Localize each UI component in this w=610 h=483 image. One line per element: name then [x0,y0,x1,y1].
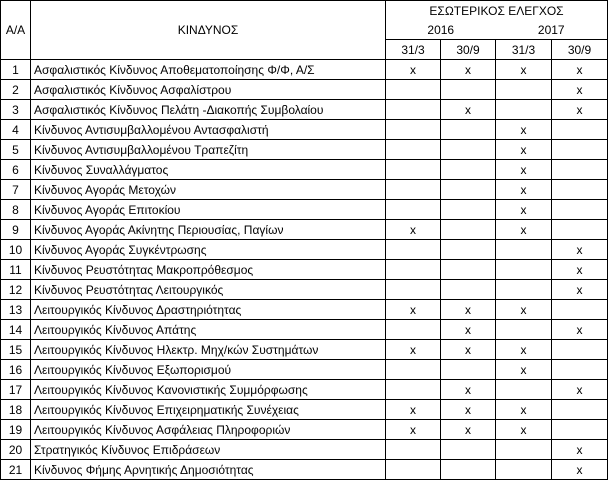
row-number: 6 [1,160,31,180]
audit-mark-3: x [496,400,552,420]
audit-mark-1 [386,120,441,140]
row-number: 10 [1,240,31,260]
header-date-1: 31/3 [386,40,441,60]
audit-mark-2: x [441,340,496,360]
audit-mark-4: x [552,260,608,280]
table-row [1,340,608,360]
audit-mark-3 [496,320,552,340]
audit-mark-3 [496,280,552,300]
risk-name: Κίνδυνος Συναλλάγματος [31,160,386,180]
row-number: 18 [1,400,31,420]
table-row [1,100,608,120]
audit-mark-2 [441,220,496,240]
table-row [1,380,608,400]
row-number: 9 [1,220,31,240]
audit-mark-3: x [496,200,552,220]
audit-mark-1 [386,160,441,180]
row-number: 4 [1,120,31,140]
row-number: 12 [1,280,31,300]
audit-mark-2 [441,120,496,140]
risk-name: Κίνδυνος Αγοράς Συγκέντρωσης [31,240,386,260]
audit-mark-4 [552,360,608,380]
audit-mark-3 [496,240,552,260]
audit-mark-4: x [552,240,608,260]
header-year-2016: 2016 [386,20,496,40]
audit-mark-3: x [496,120,552,140]
audit-mark-3: x [496,180,552,200]
row-number: 21 [1,460,31,480]
audit-mark-2 [441,180,496,200]
audit-mark-2 [441,200,496,220]
risk-name: Κίνδυνος Ρευστότητας Μακροπρόθεσμος [31,260,386,280]
header-date-2: 30/9 [441,40,496,60]
row-number: 8 [1,200,31,220]
audit-mark-2 [441,80,496,100]
audit-mark-3 [496,80,552,100]
audit-mark-2: x [441,380,496,400]
row-number: 14 [1,320,31,340]
audit-mark-1 [386,320,441,340]
audit-mark-3: x [496,340,552,360]
risk-name: Στρατηγικός Κίνδυνος Επιδράσεων [31,440,386,460]
audit-mark-4: x [552,460,608,480]
header-date-4: 30/9 [552,40,608,60]
table-row [1,440,608,460]
audit-mark-2: x [441,100,496,120]
risk-name: Κίνδυνος Αγοράς Ακίνητης Περιουσίας, Παγίων [31,220,386,240]
audit-mark-2: x [441,420,496,440]
risk-name: Ασφαλιστικός Κίνδυνος Πελάτη -Διακοπής Συμβολαίου [31,100,386,120]
audit-mark-1: x [386,300,441,320]
audit-mark-2: x [441,60,496,80]
table-row [1,120,608,140]
audit-mark-1 [386,440,441,460]
audit-mark-2: x [441,320,496,340]
audit-mark-1 [386,260,441,280]
row-number: 20 [1,440,31,460]
header-date-3: 31/3 [496,40,552,60]
table-row [1,80,608,100]
audit-mark-3: x [496,140,552,160]
audit-mark-1 [386,360,441,380]
audit-mark-1 [386,100,441,120]
audit-mark-1 [386,280,441,300]
audit-mark-4: x [552,440,608,460]
audit-mark-4 [552,420,608,440]
audit-mark-1: x [386,400,441,420]
risk-name: Ασφαλιστικός Κίνδυνος Αποθεματοποίησης Φ/Φ, Α/Σ [31,60,386,80]
header-year-2017: 2017 [496,20,608,40]
audit-mark-2 [441,240,496,260]
table-body [1,1,608,480]
row-number: 19 [1,420,31,440]
table-row [1,460,608,480]
audit-mark-4 [552,140,608,160]
table-row [1,200,608,220]
audit-mark-2 [441,140,496,160]
row-number: 2 [1,80,31,100]
audit-mark-3: x [496,420,552,440]
audit-mark-4 [552,120,608,140]
table-row [1,60,608,80]
header-risk: ΚΙΝΔΥΝΟΣ [31,1,386,60]
audit-mark-1: x [386,340,441,360]
audit-mark-3 [496,440,552,460]
audit-mark-2 [441,260,496,280]
audit-mark-4: x [552,320,608,340]
audit-mark-1: x [386,220,441,240]
risk-name: Λειτουργικός Κίνδυνος Ασφάλειας Πληροφοριών [31,420,386,440]
audit-mark-2 [441,460,496,480]
audit-mark-4: x [552,80,608,100]
audit-mark-1: x [386,60,441,80]
audit-mark-3 [496,260,552,280]
row-number: 3 [1,100,31,120]
table-row [1,160,608,180]
table-row [1,280,608,300]
risk-name: Λειτουργικός Κίνδυνος Επιχειρηματικής Συνέχειας [31,400,386,420]
risk-name: Κίνδυνος Ρευστότητας Λειτουργικός [31,280,386,300]
audit-mark-2: x [441,400,496,420]
risk-name: Λειτουργικός Κίνδυνος Ηλεκτρ. Μηχ/κών Συστημάτων [31,340,386,360]
audit-mark-3 [496,100,552,120]
audit-mark-1 [386,380,441,400]
risk-name: Κίνδυνος Αγοράς Επιτοκίου [31,200,386,220]
table-row [1,400,608,420]
audit-mark-2 [441,440,496,460]
header-row-1 [1,1,608,21]
audit-mark-1 [386,460,441,480]
risk-name: Κίνδυνος Αντισυμβαλλομένου Αντασφαλιστή [31,120,386,140]
row-number: 11 [1,260,31,280]
audit-mark-4: x [552,280,608,300]
audit-mark-3: x [496,220,552,240]
audit-mark-4: x [552,60,608,80]
audit-mark-4: x [552,100,608,120]
row-number: 17 [1,380,31,400]
risk-name: Λειτουργικός Κίνδυνος Κανονιστικής Συμμόρφωσης [31,380,386,400]
audit-mark-3: x [496,60,552,80]
row-number: 5 [1,140,31,160]
audit-mark-4 [552,220,608,240]
audit-mark-4 [552,340,608,360]
table-row [1,180,608,200]
audit-mark-4 [552,300,608,320]
audit-mark-2 [441,160,496,180]
risk-name: Λειτουργικός Κίνδυνος Δραστηριότητας [31,300,386,320]
audit-mark-4: x [552,380,608,400]
audit-mark-4 [552,160,608,180]
table-row [1,140,608,160]
audit-mark-1 [386,140,441,160]
audit-mark-2 [441,280,496,300]
row-number: 16 [1,360,31,380]
audit-mark-1: x [386,420,441,440]
risk-name: Ασφαλιστικός Κίνδυνος Ασφαλίστρου [31,80,386,100]
audit-mark-3: x [496,160,552,180]
table-row [1,240,608,260]
header-internal-audit: ΕΣΩΤΕΡΙΚΟΣ ΕΛΕΓΧΟΣ [386,1,608,21]
row-number: 1 [1,60,31,80]
audit-mark-4 [552,200,608,220]
audit-mark-4 [552,400,608,420]
audit-mark-4 [552,180,608,200]
table-row [1,220,608,240]
audit-mark-3: x [496,360,552,380]
audit-mark-1 [386,180,441,200]
table-row [1,420,608,440]
table-row [1,360,608,380]
risk-name: Κίνδυνος Αντισυμβαλλομένου Τραπεζίτη [31,140,386,160]
header-aa: Α/Α [1,1,31,60]
audit-mark-1 [386,200,441,220]
audit-mark-1 [386,80,441,100]
audit-mark-2 [441,360,496,380]
risk-name: Κίνδυνος Φήμης Αρνητικής Δημοσιότητας [31,460,386,480]
risk-name: Λειτουργικός Κίνδυνος Εξωπορισμού [31,360,386,380]
row-number: 15 [1,340,31,360]
audit-mark-1 [386,240,441,260]
audit-mark-3 [496,460,552,480]
risk-name: Κίνδυνος Αγοράς Μετοχών [31,180,386,200]
row-number: 7 [1,180,31,200]
table-row [1,300,608,320]
audit-mark-2: x [441,300,496,320]
audit-mark-3: x [496,300,552,320]
risk-name: Λειτουργικός Κίνδυνος Απάτης [31,320,386,340]
row-number: 13 [1,300,31,320]
audit-mark-3 [496,380,552,400]
table-row [1,320,608,340]
table-row [1,260,608,280]
